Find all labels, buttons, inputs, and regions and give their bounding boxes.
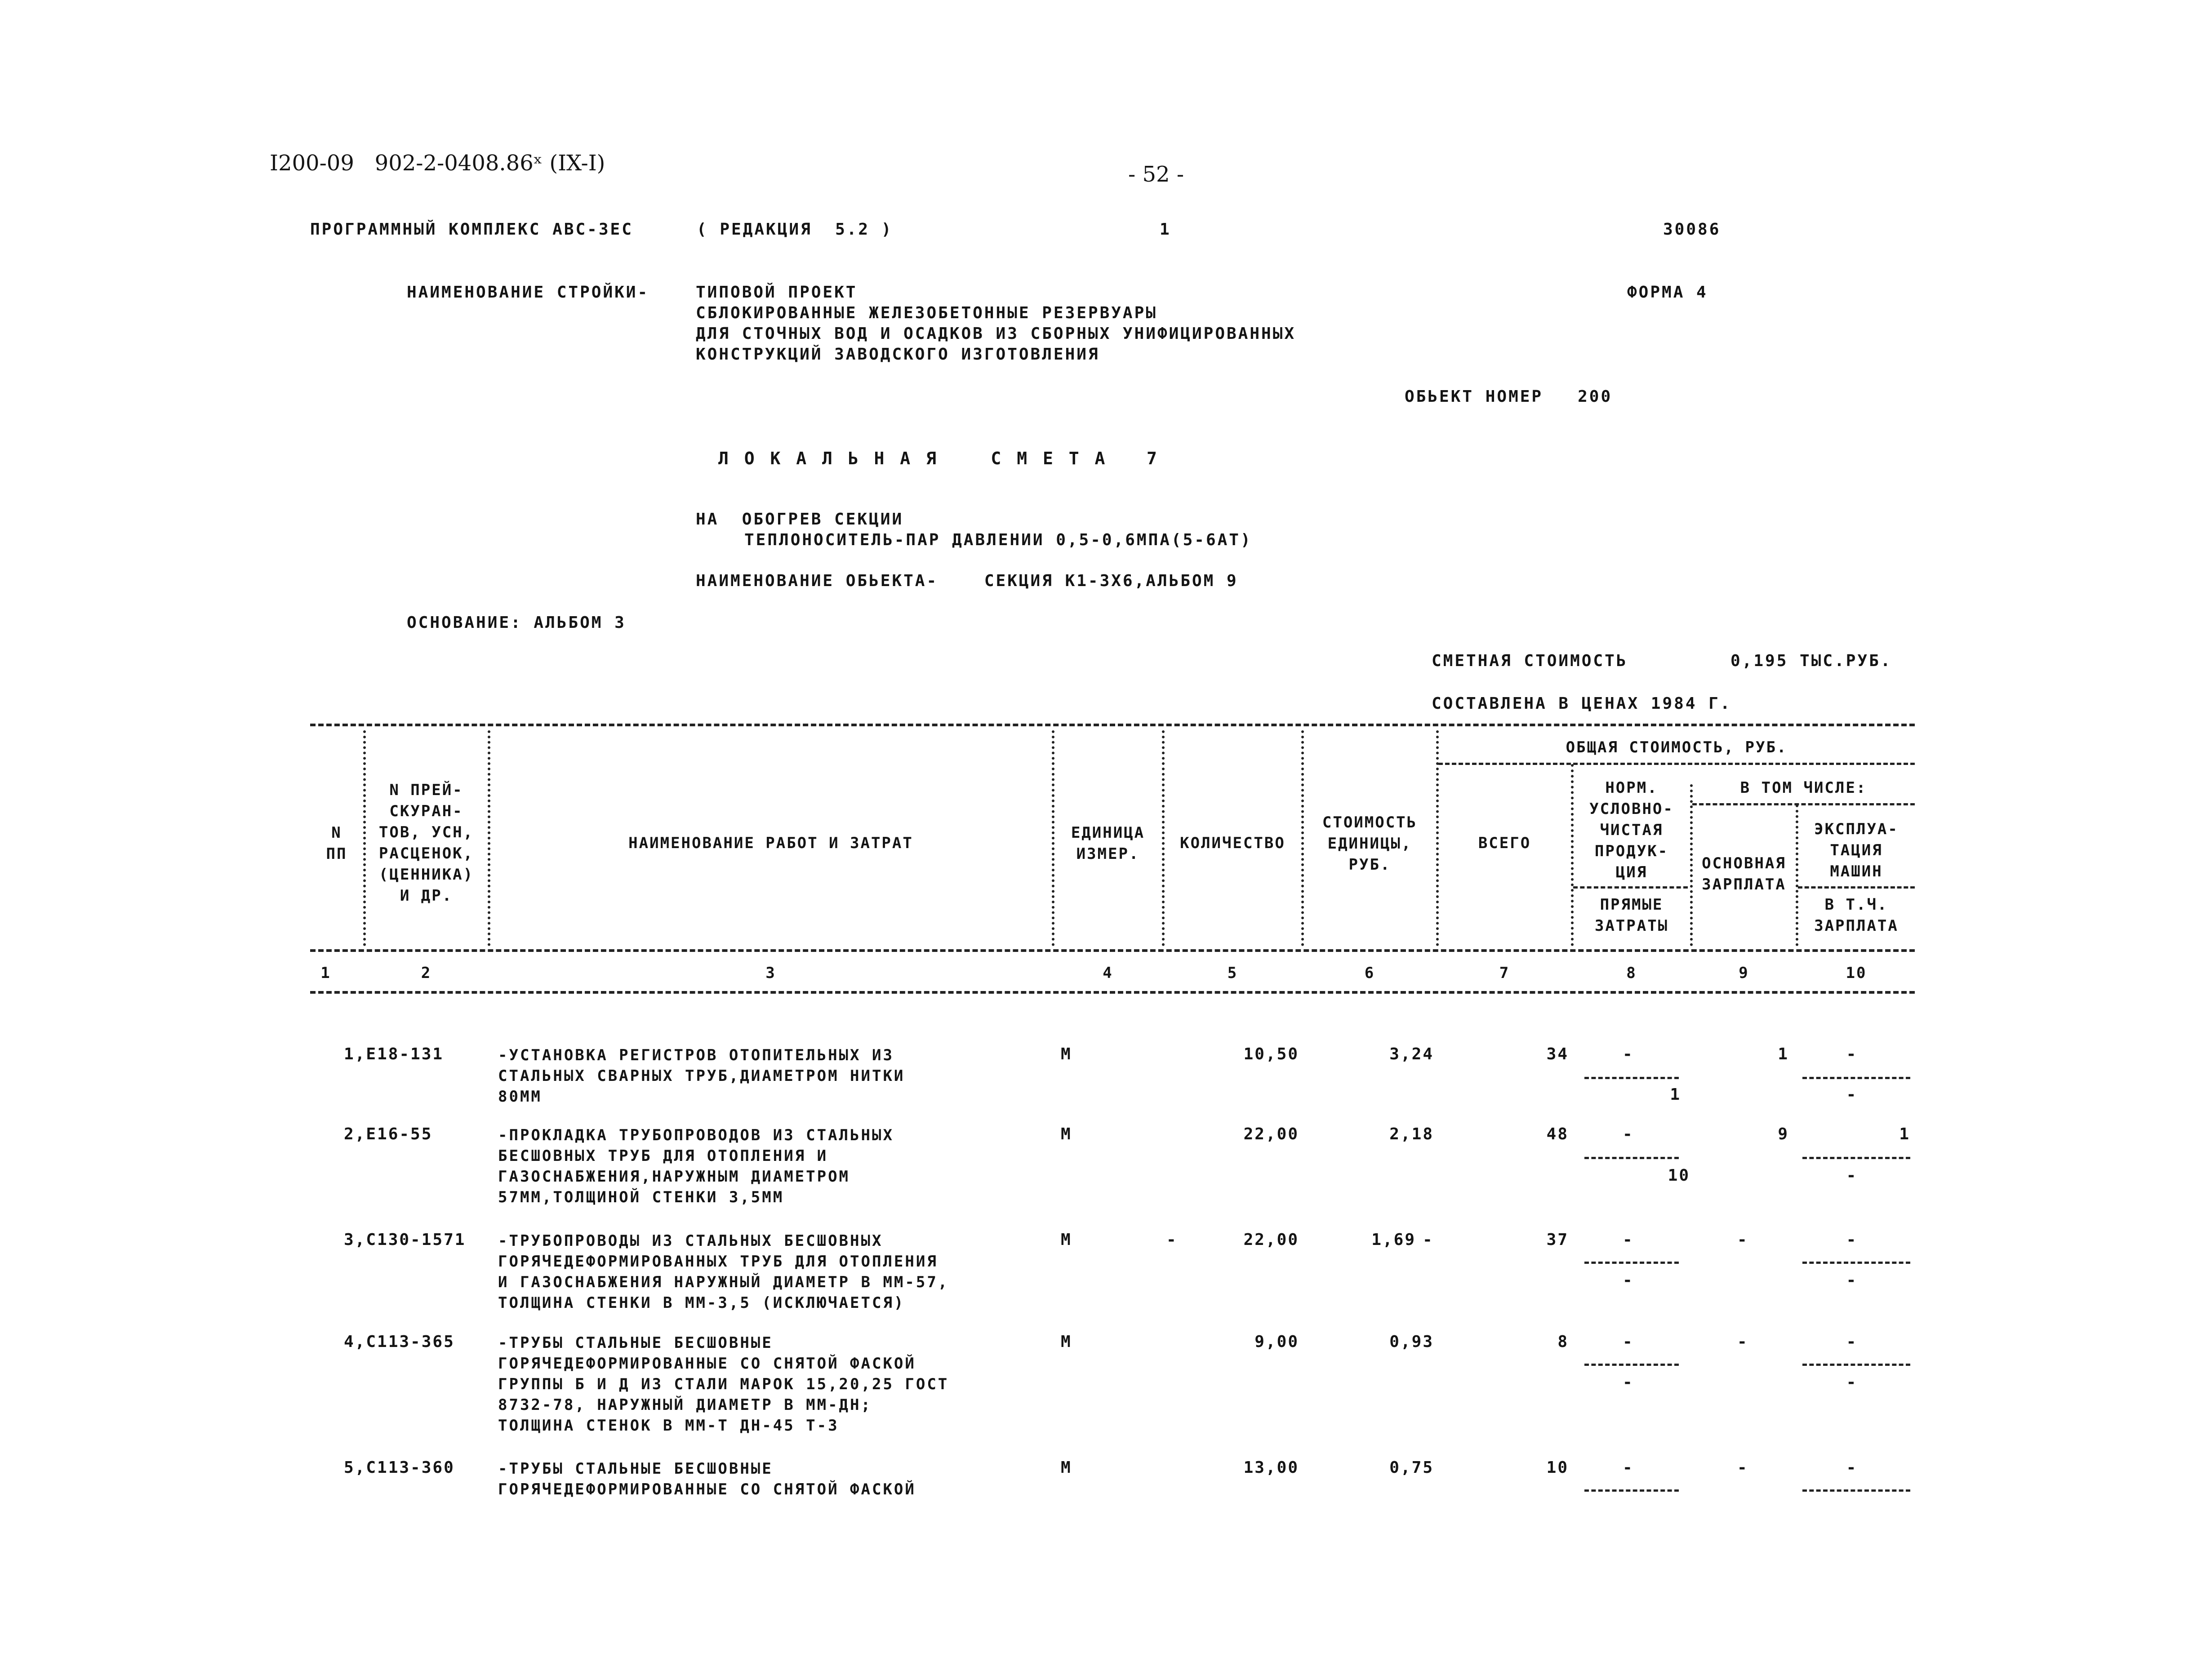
header-machines: ЭКСПЛУА- ТАЦИЯ МАШИН (1814, 820, 1899, 880)
header-bottom-rule (310, 949, 1915, 952)
row-quantity: 13,00 (1243, 1458, 1299, 1477)
purpose-line: НА ОБОГРЕВ СЕКЦИИ (696, 510, 904, 529)
row-sub-rule (1802, 1489, 1910, 1492)
program-code: 30086 (1663, 220, 1721, 239)
header-unit: ЕДИНИЦА ИЗМЕР. (1071, 824, 1145, 863)
column-number: 7 (1499, 964, 1510, 982)
row-quantity-mark: - (1166, 1231, 1178, 1249)
estimate-title: Л О К А Л Ь Н А Я С М Е Т А 7 (718, 449, 1160, 468)
row-code: 2,Е16-55 (344, 1125, 433, 1143)
header-inner-rule (1438, 763, 1915, 765)
row-sub-rule (1802, 1077, 1910, 1079)
row-direct-costs: - (1623, 1271, 1634, 1289)
row-code: 3,С130-1571 (344, 1231, 466, 1249)
header-including: В ТОМ ЧИСЛЕ: (1740, 779, 1867, 797)
cost-value: 0,195 ТЫС.РУБ. (1730, 652, 1892, 670)
header-work-name: НАИМЕНОВАНИЕ РАБОТ И ЗАТРАТ (628, 834, 913, 852)
row-unit: М (1061, 1231, 1072, 1249)
row-sub-rule (1802, 1157, 1910, 1159)
form-label: ФОРМА 4 (1627, 283, 1708, 302)
row-basic-salary: - (1737, 1333, 1748, 1351)
construction-line: СБЛОКИРОВАННЫЕ ЖЕЛЕЗОБЕТОННЫЕ РЕЗЕРВУАРЫ (696, 304, 1157, 322)
row-machines: - (1846, 1458, 1858, 1477)
row-machines: 1 (1899, 1125, 1910, 1143)
row-total: 37 (1546, 1231, 1569, 1249)
document-code: I200-09 902-2-0408.86ˣ (IX-I) (270, 151, 605, 176)
column-number: 5 (1227, 964, 1238, 982)
row-quantity: 10,50 (1243, 1045, 1299, 1063)
row-quantity: 9,00 (1254, 1333, 1299, 1351)
row-unit-cost: 0,93 (1389, 1333, 1434, 1351)
header-net-production: НОРМ. УСЛОВНО- ЧИСТАЯ ПРОДУК- ЦИЯ (1589, 779, 1674, 881)
row-basic-salary: - (1737, 1458, 1748, 1477)
header-quantity: КОЛИЧЕСТВО (1180, 834, 1286, 852)
row-quantity: 22,00 (1243, 1231, 1299, 1249)
header-direct-costs: ПРЯМЫЕ ЗАТРАТЫ (1594, 896, 1669, 935)
row-direct-costs: 10 (1668, 1166, 1690, 1185)
column-number: 4 (1103, 964, 1113, 982)
header-unit-cost: СТОИМОСТЬ ЕДИНИЦЫ, РУБ. (1322, 813, 1418, 874)
row-unit: М (1061, 1458, 1072, 1477)
row-net-production: - (1623, 1125, 1634, 1143)
construction-label: НАИМЕНОВАНИЕ СТРОЙКИ- (407, 283, 649, 302)
row-machines-salary: - (1846, 1271, 1858, 1289)
row-sub-rule (1802, 1262, 1910, 1264)
row-work-name: -УСТАНОВКА РЕГИСТРОВ ОТОПИТЕЛЬНЫХ ИЗ СТАЛЬНЫХ СВАРНЫХ ТРУБ,ДИАМЕТРОМ НИТКИ 80ММ (498, 1046, 905, 1106)
row-machines: - (1846, 1045, 1858, 1063)
row-machines-salary: - (1846, 1373, 1858, 1391)
row-total: 10 (1546, 1458, 1569, 1477)
table-top-rule (310, 724, 1915, 726)
header-total-group: ОБЩАЯ СТОИМОСТЬ, РУБ. (1566, 738, 1788, 756)
colnum-bottom-rule (310, 991, 1915, 994)
column-number: 6 (1364, 964, 1375, 982)
row-sub-rule (1584, 1157, 1679, 1159)
page-number: - 52 - (1128, 162, 1184, 187)
column-number: 3 (765, 964, 776, 982)
row-net-production: - (1623, 1333, 1634, 1351)
row-unit-cost: 0,75 (1389, 1458, 1434, 1477)
row-work-name: -ПРОКЛАДКА ТРУБОПРОВОДОВ ИЗ СТАЛЬНЫХ БЕСШОВНЫХ ТРУБ ДЛЯ ОТОПЛЕНИЯ И ГАЗОСНАБЖЕНИЯ,НАРУЖНЫМ ДИАМЕТРОМ 57ММ,ТОЛЩИНОЙ СТЕНКИ 3,5ММ (498, 1126, 894, 1206)
row-machines: - (1846, 1333, 1858, 1351)
header-row-number: N ПП (326, 824, 347, 863)
row-direct-costs: 1 (1670, 1085, 1681, 1104)
row-code: 4,С113-365 (344, 1333, 455, 1351)
row-net-production: - (1623, 1231, 1634, 1249)
row-total: 34 (1546, 1045, 1569, 1063)
row-total: 48 (1546, 1125, 1569, 1143)
row-net-production: - (1623, 1458, 1634, 1477)
construction-line: ДЛЯ СТОЧНЫХ ВОД И ОСАДКОВ ИЗ СБОРНЫХ УНИФИЦИРОВАННЫХ (696, 324, 1296, 343)
row-unit: М (1061, 1125, 1072, 1143)
column-number: 9 (1739, 964, 1749, 982)
column-number: 8 (1626, 964, 1637, 982)
column-number: 10 (1846, 964, 1867, 982)
row-unit-cost: 1,69 (1371, 1231, 1416, 1249)
header-inner-rule (1798, 886, 1915, 889)
purpose-line: ТЕПЛОНОСИТЕЛЬ-ПАР ДАВЛЕНИИ 0,5-0,6МПА(5-6АТ) (744, 531, 1252, 549)
row-machines: - (1846, 1231, 1858, 1249)
program-sheet: 1 (1160, 220, 1171, 239)
object-number: ОБЬЕКТ НОМЕР 200 (1405, 387, 1613, 406)
header-price-code: N ПРЕЙ- СКУРАН- ТОВ, УСН, РАСЦЕНОК, (ЦЕННИКА) И ДР. (378, 781, 474, 905)
program-edition: ( РЕДАКЦИЯ 5.2 ) (697, 220, 893, 239)
row-unit: М (1061, 1333, 1072, 1351)
basis: ОСНОВАНИЕ: АЛЬБОМ 3 (407, 613, 626, 632)
construction-line: ТИПОВОЙ ПРОЕКТ (696, 283, 858, 302)
header-inner-rule (1692, 803, 1915, 805)
row-work-name: -ТРУБЫ СТАЛЬНЫЕ БЕСШОВНЫЕ ГОРЯЧЕДЕФОРМИРОВАННЫЕ СО СНЯТОЙ ФАСКОЙ ГРУППЫ Б И Д ИЗ СТАЛИ МАРОК 15,20,25 ГОСТ 8732-78, НАРУЖНЫЙ ДИАМЕТР В ММ-ДН; ТОЛЩИНА СТЕНОК В ММ-Т ДН-45 Т-3 (498, 1334, 949, 1435)
row-sub-rule (1584, 1262, 1679, 1264)
row-code: 5,С113-360 (344, 1458, 455, 1477)
row-basic-salary: - (1737, 1231, 1748, 1249)
row-machines-salary: - (1846, 1085, 1858, 1104)
row-total: 8 (1557, 1333, 1569, 1351)
row-net-production: - (1623, 1045, 1634, 1063)
row-unit: М (1061, 1045, 1072, 1063)
header-machines-salary: В Т.Ч. ЗАРПЛАТА (1814, 896, 1899, 935)
row-work-name: -ТРУБЫ СТАЛЬНЫЕ БЕСШОВНЫЕ ГОРЯЧЕДЕФОРМИРОВАННЫЕ СО СНЯТОЙ ФАСКОЙ (498, 1460, 916, 1498)
construction-line: КОНСТРУКЦИЙ ЗАВОДСКОГО ИЗГОТОВЛЕНИЯ (696, 345, 1100, 364)
row-sub-rule (1584, 1077, 1679, 1079)
row-unit-cost: 2,18 (1389, 1125, 1434, 1143)
program-name: ПРОГРАММНЫЙ КОМПЛЕКС АВС-ЗЕС (310, 220, 633, 239)
header-inner-rule (1573, 886, 1688, 889)
row-sub-rule (1584, 1364, 1679, 1366)
header-basic-salary: ОСНОВНАЯ ЗАРПЛАТА (1702, 854, 1786, 893)
prices-year: СОСТАВЛЕНА В ЦЕНАХ 1984 Г. (1432, 694, 1732, 713)
column-number: 2 (421, 964, 432, 982)
row-machines-salary: - (1846, 1166, 1858, 1185)
row-sub-rule (1802, 1364, 1910, 1366)
column-number: 1 (320, 964, 331, 982)
object-name: НАИМЕНОВАНИЕ ОБЬЕКТА- СЕКЦИЯ К1-3Х6,АЛЬБОМ 9 (696, 572, 1238, 590)
row-sub-rule (1584, 1489, 1679, 1492)
row-quantity: 22,00 (1243, 1125, 1299, 1143)
cost-label: СМЕТНАЯ СТОИМОСТЬ (1432, 652, 1628, 670)
row-unit-cost: 3,24 (1389, 1045, 1434, 1063)
row-unit-cost-mark: - (1423, 1231, 1434, 1249)
row-code: 1,Е18-131 (344, 1045, 444, 1063)
row-machines-left: 9 (1778, 1125, 1789, 1143)
row-work-name: -ТРУБОПРОВОДЫ ИЗ СТАЛЬНЫХ БЕСШОВНЫХ ГОРЯЧЕДЕФОРМИРОВАННЫХ ТРУБ ДЛЯ ОТОПЛЕНИЯ И ГАЗОСНАБЖЕНИЯ НАРУЖНЫЙ ДИАМЕТР В ММ-57, ТОЛЩИНА СТЕНКИ В ММ-3,5 (ИСКЛЮЧАЕТСЯ) (498, 1232, 949, 1312)
row-direct-costs: - (1623, 1373, 1634, 1391)
header-total: ВСЕГО (1478, 834, 1531, 852)
row-machines-left: 1 (1778, 1045, 1789, 1063)
